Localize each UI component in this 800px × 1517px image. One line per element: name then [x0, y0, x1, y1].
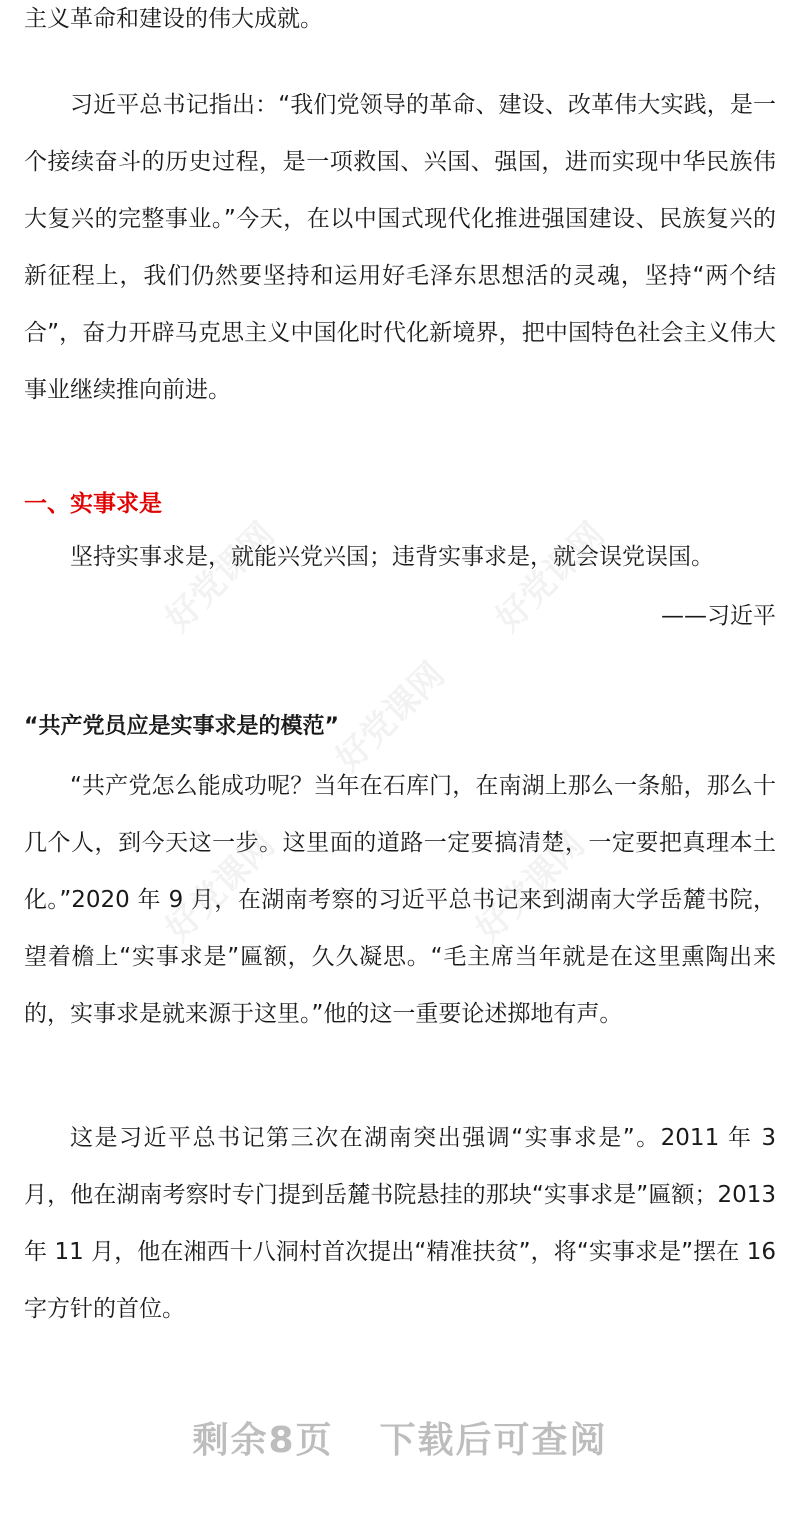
- epigraph-quote: 坚持实事求是，就能兴党兴国；违背实事求是，就会误党误国。: [70, 544, 714, 570]
- watermark-text: 好党课网: [468, 824, 593, 950]
- watermark-text: 好党课网: [328, 654, 453, 780]
- watermark-text: 好党课网: [488, 514, 613, 640]
- section-heading: 一、实事求是: [24, 491, 162, 517]
- subsection-heading: “共产党员应是实事求是的模范”: [24, 714, 339, 739]
- remaining-pages-label: 剩余8页: [192, 1420, 334, 1461]
- quote-attribution: ——习近平: [661, 603, 776, 629]
- watermark-text: 好党课网: [158, 824, 283, 950]
- download-to-view-label: 下载后可查阅: [379, 1420, 608, 1461]
- watermark-text: 好党课网: [158, 514, 283, 640]
- paragraph-continuation: 主义革命和建设的伟大成就。: [24, 6, 323, 32]
- paragraph-third-emphasis: 这是习近平总书记第三次在湖南突出强调“实事求是”。2011 年 3 月，他在湖南考察时专门提到岳麓书院悬挂的那块“实事求是”匾额；2013 年 11 月，他在湘西十八洞村首次提出“精准扶贫”，将“实事求是”摆在 16 字方针的首位。: [24, 1125, 776, 1322]
- paragraph-xi-quote-intro: 习近平总书记指出：“我们党领导的革命、建设、改革伟大实践，是一个接续奋斗的历史过程，是一项救国、兴国、强国，进而实现中华民族伟大复兴的完整事业。”今天，在以中国式现代化推进强国建设、民族复兴的新征程上，我们仍然要坚持和运用好毛泽东思想活的灵魂，坚持“两个结合”，奋力开辟马克思主义中国化时代化新境界，把中国特色社会主义伟大事业继续推向前进。: [24, 92, 776, 403]
- paragraph-yuelu-academy: “共产党怎么能成功呢？当年在石库门，在南湖上那么一条船，那么十几个人，到今天这一步。这里面的道路一定要搞清楚，一定要把真理本土化。”2020 年 9 月，在湖南考察的习近平总书记来到湖南大学岳麓书院，望着檐上“实事求是”匾额，久久凝思。“毛主席当年就是在这里熏陶出来的，实事求是就来源于这里。”他的这一重要论述掷地有声。: [24, 773, 776, 1027]
- download-prompt[interactable]: [0, 1412, 800, 1463]
